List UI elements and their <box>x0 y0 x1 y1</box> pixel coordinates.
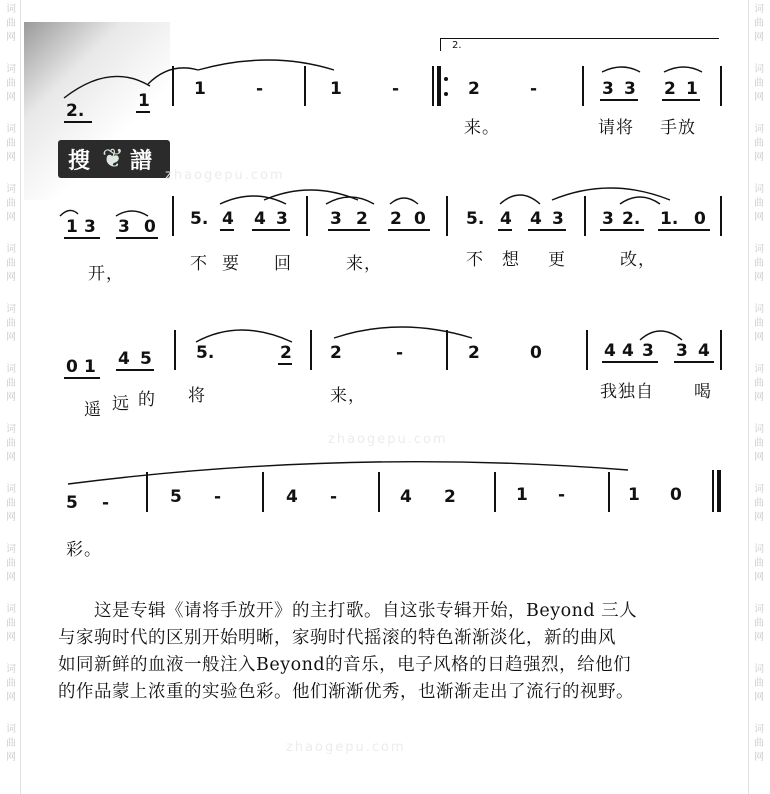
bar-line <box>262 472 264 512</box>
note: 3 <box>602 79 614 99</box>
volta-bracket <box>440 38 719 51</box>
watermark-glyph: 词 <box>6 184 16 195</box>
note: 2 <box>330 343 342 363</box>
note: 1 <box>516 485 528 505</box>
underline <box>116 369 154 371</box>
bar-line <box>378 472 380 512</box>
note: - <box>214 487 222 507</box>
underline <box>328 229 370 231</box>
lyric: 远 <box>112 394 130 414</box>
note: 0 <box>670 485 682 505</box>
bar-line <box>446 196 448 236</box>
note: 1 <box>686 79 698 99</box>
underline <box>662 99 700 101</box>
lyric: 回 <box>274 254 292 274</box>
note: 4 <box>286 487 298 507</box>
note: 5 <box>140 349 152 369</box>
lyric: 更 <box>548 250 566 270</box>
underline <box>600 229 644 231</box>
repeat-dot <box>444 92 448 96</box>
underline <box>64 237 100 239</box>
sopu-logo <box>58 140 170 178</box>
lyric: 来， <box>346 254 382 274</box>
repeat-bar <box>432 66 434 106</box>
watermark-glyph: 曲 <box>6 438 16 449</box>
note: 4 <box>222 209 234 229</box>
paragraph-line: 如同新鲜的血液一般注入Beyond的音乐，电子风格的日趋强烈，给他们 <box>58 655 632 675</box>
note: 3 <box>552 209 564 229</box>
watermark-glyph: 词 <box>754 244 764 255</box>
note: - <box>396 343 404 363</box>
watermark-glyph: 词 <box>6 424 16 435</box>
volta-number: 2. <box>452 40 462 51</box>
watermark-glyph: 词 <box>6 544 16 555</box>
bar-line <box>720 196 722 236</box>
watermark-glyph: 网 <box>6 272 16 283</box>
note: 0 <box>414 209 426 229</box>
underline <box>388 229 430 231</box>
note: - <box>256 79 264 99</box>
note: 0 <box>144 217 156 237</box>
watermark-glyph: 网 <box>6 572 16 583</box>
lyric: 彩。 <box>66 540 102 560</box>
note: 4 <box>604 341 616 361</box>
watermark-glyph: 曲 <box>754 78 764 89</box>
watermark-glyph: 词 <box>6 124 16 135</box>
final-bar-thin <box>712 470 714 512</box>
final-bar-thick <box>717 470 721 512</box>
watermark-glyph: 网 <box>754 692 764 703</box>
lyric: 来。 <box>464 118 500 138</box>
watermark-glyph: 网 <box>754 152 764 163</box>
note: 3 <box>118 217 130 237</box>
watermark-glyph: 网 <box>754 392 764 403</box>
watermark-glyph: 曲 <box>6 618 16 629</box>
watermark-glyph: 曲 <box>6 138 16 149</box>
underline <box>136 111 150 113</box>
note: 1. <box>660 209 679 229</box>
note: 2 <box>664 79 676 99</box>
watermark-glyph: 网 <box>754 332 764 343</box>
note: 3 <box>330 209 342 229</box>
watermark-glyph: 网 <box>754 32 764 43</box>
note: 2. <box>66 101 85 121</box>
note: 2 <box>280 343 292 363</box>
bar-line <box>306 196 308 236</box>
note: 0 <box>530 343 542 363</box>
watermark-glyph: 词 <box>754 64 764 75</box>
watermark-glyph: 词 <box>754 304 764 315</box>
note: 4 <box>698 341 710 361</box>
note: 4 <box>118 349 130 369</box>
left-edge-line <box>20 0 21 794</box>
watermark-glyph: 曲 <box>6 378 16 389</box>
note: 1 <box>66 217 78 237</box>
underline <box>64 377 100 379</box>
lyric: 手放 <box>660 118 696 138</box>
watermark-glyph: 词 <box>6 4 16 15</box>
lyric: 要 <box>222 254 240 274</box>
paragraph-line: 这是专辑《请将手放开》的主打歌。自这张专辑开始，Beyond 三人 <box>94 601 638 621</box>
underline <box>528 229 566 231</box>
underline <box>600 99 638 101</box>
lyric: 不 <box>190 254 208 274</box>
bar-line <box>172 196 174 236</box>
watermark-glyph: 词 <box>6 64 16 75</box>
bar-line <box>720 330 722 370</box>
note: 3 <box>642 341 654 361</box>
watermark-glyph: 词 <box>754 124 764 135</box>
logo-left-text: 搜 <box>68 149 91 174</box>
watermark-glyph: 曲 <box>754 618 764 629</box>
watermark-glyph: 词 <box>6 304 16 315</box>
watermark-glyph: 曲 <box>754 738 764 749</box>
watermark-glyph: 网 <box>754 92 764 103</box>
bar-line <box>608 472 610 512</box>
note: 3 <box>676 341 688 361</box>
watermark-glyph: 网 <box>754 512 764 523</box>
watermark-glyph: 曲 <box>6 258 16 269</box>
watermark-glyph: 网 <box>754 212 764 223</box>
bar-line <box>146 472 148 512</box>
note: 2. <box>622 209 641 229</box>
bar-line <box>446 330 448 370</box>
note: 5. <box>190 209 209 229</box>
watermark-glyph: 网 <box>754 752 764 763</box>
bar-line <box>304 66 306 106</box>
watermark-glyph: 词 <box>6 364 16 375</box>
note: 1 <box>628 485 640 505</box>
watermark-glyph: 词 <box>754 724 764 735</box>
watermark-glyph: 曲 <box>6 318 16 329</box>
lyric: 来， <box>330 386 366 406</box>
bar-line <box>584 196 586 236</box>
note: 4 <box>254 209 266 229</box>
right-watermark-column <box>748 0 770 794</box>
watermark-glyph: 词 <box>754 364 764 375</box>
note: 0 <box>66 357 78 377</box>
watermark-glyph: 词 <box>6 244 16 255</box>
lyric: 改， <box>620 250 656 270</box>
bar-line <box>582 66 584 106</box>
watermark-glyph: 网 <box>6 752 16 763</box>
description-paragraph <box>58 598 730 706</box>
watermark-glyph: 曲 <box>754 498 764 509</box>
paragraph-line: 与家驹时代的区别开始明晰，家驹时代摇滚的特色渐渐淡化，新的曲风 <box>58 628 616 648</box>
lyric: 我独自 <box>600 382 654 402</box>
watermark-glyph: 网 <box>754 632 764 643</box>
watermark-glyph: 网 <box>6 152 16 163</box>
right-edge-line <box>748 0 749 794</box>
watermark-glyph: 网 <box>6 332 16 343</box>
watermark-glyph: 曲 <box>754 18 764 29</box>
logo-right-text: 譜 <box>130 149 153 174</box>
underline <box>278 363 292 365</box>
repeat-bar-thick <box>437 66 441 106</box>
lyric: 想 <box>502 250 520 270</box>
bar-line <box>586 330 588 370</box>
watermark-glyph: 网 <box>6 32 16 43</box>
underline <box>252 229 290 231</box>
note: - <box>102 493 110 513</box>
note: - <box>330 487 338 507</box>
watermark-glyph: 曲 <box>6 738 16 749</box>
underline <box>64 121 92 123</box>
note: 5. <box>196 343 215 363</box>
note: 1 <box>330 79 342 99</box>
note: 1 <box>138 91 150 111</box>
watermark-glyph: 曲 <box>6 498 16 509</box>
note: 5. <box>466 209 485 229</box>
note: 3 <box>276 209 288 229</box>
lyric: 开， <box>88 264 124 284</box>
watermark-glyph: 词 <box>754 664 764 675</box>
watermark-glyph: 词 <box>754 544 764 555</box>
watermark-glyph: 网 <box>6 212 16 223</box>
watermark-glyph: 词 <box>754 484 764 495</box>
note: 3 <box>602 209 614 229</box>
watermark-glyph: 曲 <box>754 198 764 209</box>
note: 4 <box>622 341 634 361</box>
watermark-glyph: 曲 <box>754 678 764 689</box>
watermark-url-3: zhaogepu.com <box>286 740 406 755</box>
watermark-glyph: 曲 <box>6 78 16 89</box>
note: - <box>392 79 400 99</box>
bar-line <box>720 66 722 106</box>
note: 2 <box>356 209 368 229</box>
lyric: 的 <box>138 390 156 410</box>
watermark-glyph: 词 <box>6 604 16 615</box>
note: - <box>558 485 566 505</box>
note: 3 <box>624 79 636 99</box>
watermark-glyph: 网 <box>6 392 16 403</box>
watermark-glyph: 网 <box>6 692 16 703</box>
watermark-glyph: 词 <box>754 424 764 435</box>
watermark-glyph: 词 <box>6 484 16 495</box>
lyric: 喝 <box>694 382 712 402</box>
bar-line <box>494 472 496 512</box>
note: 1 <box>84 357 96 377</box>
watermark-glyph: 词 <box>6 664 16 675</box>
watermark-glyph: 曲 <box>6 678 16 689</box>
watermark-glyph: 网 <box>754 272 764 283</box>
watermark-glyph: 词 <box>6 724 16 735</box>
watermark-glyph: 曲 <box>6 198 16 209</box>
note: 2 <box>390 209 402 229</box>
lyric: 将 <box>188 386 206 406</box>
repeat-dot <box>444 77 448 81</box>
note: 1 <box>194 79 206 99</box>
underline <box>116 237 158 239</box>
lyric: 不 <box>466 250 484 270</box>
watermark-glyph: 网 <box>6 632 16 643</box>
watermark-glyph: 网 <box>6 512 16 523</box>
watermark-url-2: zhaogepu.com <box>328 432 448 447</box>
watermark-glyph: 曲 <box>6 558 16 569</box>
watermark-glyph: 曲 <box>754 138 764 149</box>
note: 0 <box>694 209 706 229</box>
watermark-glyph: 曲 <box>754 318 764 329</box>
watermark-glyph: 曲 <box>754 258 764 269</box>
watermark-glyph: 网 <box>754 572 764 583</box>
watermark-glyph: 网 <box>6 452 16 463</box>
watermark-glyph: 词 <box>754 604 764 615</box>
underline <box>602 361 658 363</box>
watermark-glyph: 曲 <box>6 18 16 29</box>
watermark-url-1: zhaogepu.com <box>165 168 285 183</box>
note: 3 <box>84 217 96 237</box>
bar-line <box>310 330 312 370</box>
watermark-glyph: 曲 <box>754 438 764 449</box>
note: 5 <box>66 493 78 513</box>
lyric: 请将 <box>598 118 634 138</box>
watermark-glyph: 网 <box>754 452 764 463</box>
note: 4 <box>500 209 512 229</box>
bar-line <box>172 66 174 106</box>
note: 2 <box>468 343 480 363</box>
underline <box>658 229 710 231</box>
bar-line <box>174 330 176 370</box>
note: - <box>530 79 538 99</box>
note: 2 <box>444 487 456 507</box>
watermark-glyph: 曲 <box>754 558 764 569</box>
leaf-icon: ❦ <box>102 144 124 174</box>
paragraph-line: 的作品蒙上浓重的实验色彩。他们渐渐优秀，也渐渐走出了流行的视野。 <box>58 682 634 702</box>
note: 2 <box>468 79 480 99</box>
watermark-glyph: 曲 <box>754 378 764 389</box>
note: 5 <box>170 487 182 507</box>
underline <box>498 229 512 231</box>
note: 4 <box>530 209 542 229</box>
lyric: 遥 <box>84 400 102 420</box>
watermark-glyph: 网 <box>6 92 16 103</box>
watermark-glyph: 词 <box>754 184 764 195</box>
underline <box>674 361 714 363</box>
underline <box>220 229 234 231</box>
watermark-glyph: 词 <box>754 4 764 15</box>
left-watermark-column <box>0 0 22 794</box>
note: 4 <box>400 487 412 507</box>
